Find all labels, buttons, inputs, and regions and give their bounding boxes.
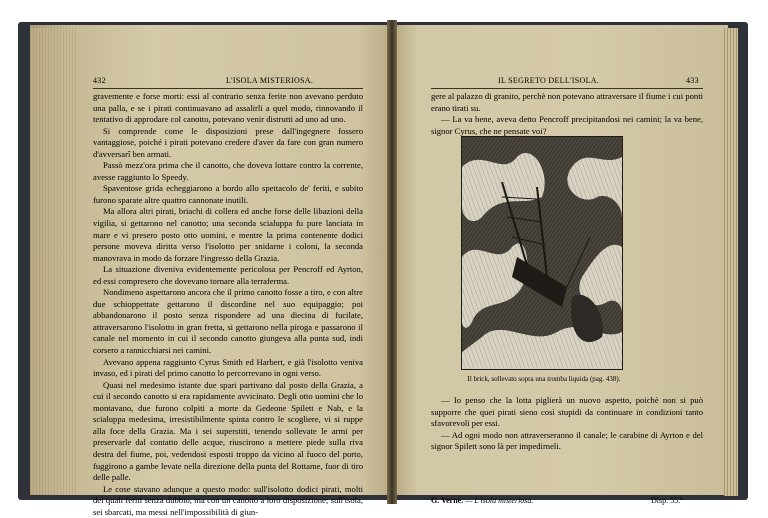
right-paragraph: gere al palazzo di granito, perchè non potevano attraversare il fiume i cui ponti erano tirati su.: [431, 91, 703, 113]
page-footer: [431, 496, 711, 505]
left-paragraph: La situazione diveniva evidentemente pericolosa per Pencroff ed Ayrton, ed essi compresero che dovevano tornare alla terraferma.: [93, 264, 363, 286]
left-paragraph: Avevano appena raggiunto Cyrus Smith ed Harbert, e già l'isolotto veniva invaso, ed i pirati del primo canotto lo percorrevano in ogni verso.: [93, 356, 363, 379]
left-page-number: 432: [93, 76, 106, 85]
left-text-block: [93, 91, 363, 517]
left-paragraph: Ma allora altri pirati, briachi di collera ed anche forse delle libazioni della vigilia, si gettarono nel canotto; una seconda scialuppa fu pure lanciata in mare e vi presero posto otto uomini, e mentre la prima contenente dodici persone moveva diritta verso l'isolotto per snidarne i coloni, la seconda manovrava in modo da forzare l'ingresso della Grazia.: [93, 206, 363, 263]
right-page-number: 433: [686, 76, 699, 85]
left-header-rule: [93, 88, 363, 89]
left-paragraph: Passò mezz'ora prima che il canotto, che doveva lottare contro la corrente, avesse raggiunto lo Speedy.: [93, 160, 363, 182]
left-running-head: L'ISOLA MISTERIOSA.: [226, 76, 314, 85]
right-running-head: IL SEGRETO DELL'ISOLA.: [498, 76, 600, 85]
left-paragraph: Nondimeno aspettarono ancora che il primo canotto fosse a tiro, e con altre due schioppettate gettarono il discordine nel suo equipaggio; poi abbandonarono il posto senza rispondere ad una diecina di fucilate, attraversarono l'isolotto in gran fretta, si gettarono nella piroga e passarono il canale nel momento in cui il secondo canotto giungeva alla punta sud, indi corsero a rannicchiarsi nei camini.: [93, 287, 363, 356]
left-paragraph: Si comprende come le disposizioni prese dall'ingegnere fossero vantaggiose, poiché i pirati potevano credere d'aver da fare con gran numero d'avversarî ben armati.: [93, 125, 363, 159]
right-paragraph: — La va bene, aveva detto Pencroff precipitandosi nei camini; la va bene, signor Cyrus, che ne pensate voi?: [431, 114, 703, 136]
left-paragraph: gravemente e forse morti: essi al contrario senza ferite non avevano perduto una palla, e se i pirati continuavano ad assalirli a quel modo, rinnovando il tentativo di approdare col canotto, potevano venir distrutti ad uno ad uno.: [93, 91, 363, 125]
shipwreck-engraving-icon: [461, 136, 623, 370]
right-text-bottom: [431, 395, 703, 487]
left-paragraph: Quasi nel medesimo istante due spari partivano dal posto della Grazia, a cui il secondo canotto si era rapidamente avvicinato. Degli otto uomini che lo montavano, due furono colpiti a morte da Gedeone Spilett e Nab, e la scialuppa medesima, irresistibilmente spinta contro le scogliere, vi si ruppe alla foce della Grazia. Ma i sei superstiti, tenendo sollevate le armi per preservarle dal contatto delle acque, riuscirono a mettere piede sulla riva destra del fiume, poi, vedendosi esposti troppo da vicino al fuoco del porto, fuggirono a gambe levate nella direzione della punta del Rottame, fuor di tiro delle palle.: [93, 379, 363, 483]
right-paragraph: — Ad ogni modo non attraverseranno il canale; le carabine di Ayrton e del signor Spilett sono là per impedirneli.: [431, 429, 703, 452]
footer-title: — L'isola misteriosa.: [465, 496, 534, 505]
book-spine: [387, 20, 397, 504]
illustration-caption: Il brick, sollevato sopra una tromba liquida (pag. 438).: [467, 375, 621, 383]
right-page-edges: [724, 28, 738, 496]
right-header-rule: [431, 88, 703, 89]
footer-signature: Disp. 55.ª: [651, 496, 683, 505]
left-page-edges: [30, 28, 78, 494]
right-paragraph: — Io penso che la lotta piglierà un nuovo aspetto, poichè non si può supporre che quei pirati sieno così stupidi da continuare in condizioni tanto sfavorevoli per essi.: [431, 395, 703, 429]
left-paragraph: Le cose stavano adunque a questo modo: sull'isolotto dodici pirati, molti dei quali feriti senza dubbio, ma con un canotto a loro disposizione; sull'isola, sei sbarcati, ma messi nell'impossibilità di giun-: [93, 483, 363, 517]
footer-author: G. Verne.: [431, 496, 464, 505]
left-paragraph: Spaventose grida echeggiarono a bordo allo spettacolo de' feriti, e subito furono sparate altre quattro cannonate inutili.: [93, 183, 363, 205]
right-text-top: [431, 91, 703, 135]
